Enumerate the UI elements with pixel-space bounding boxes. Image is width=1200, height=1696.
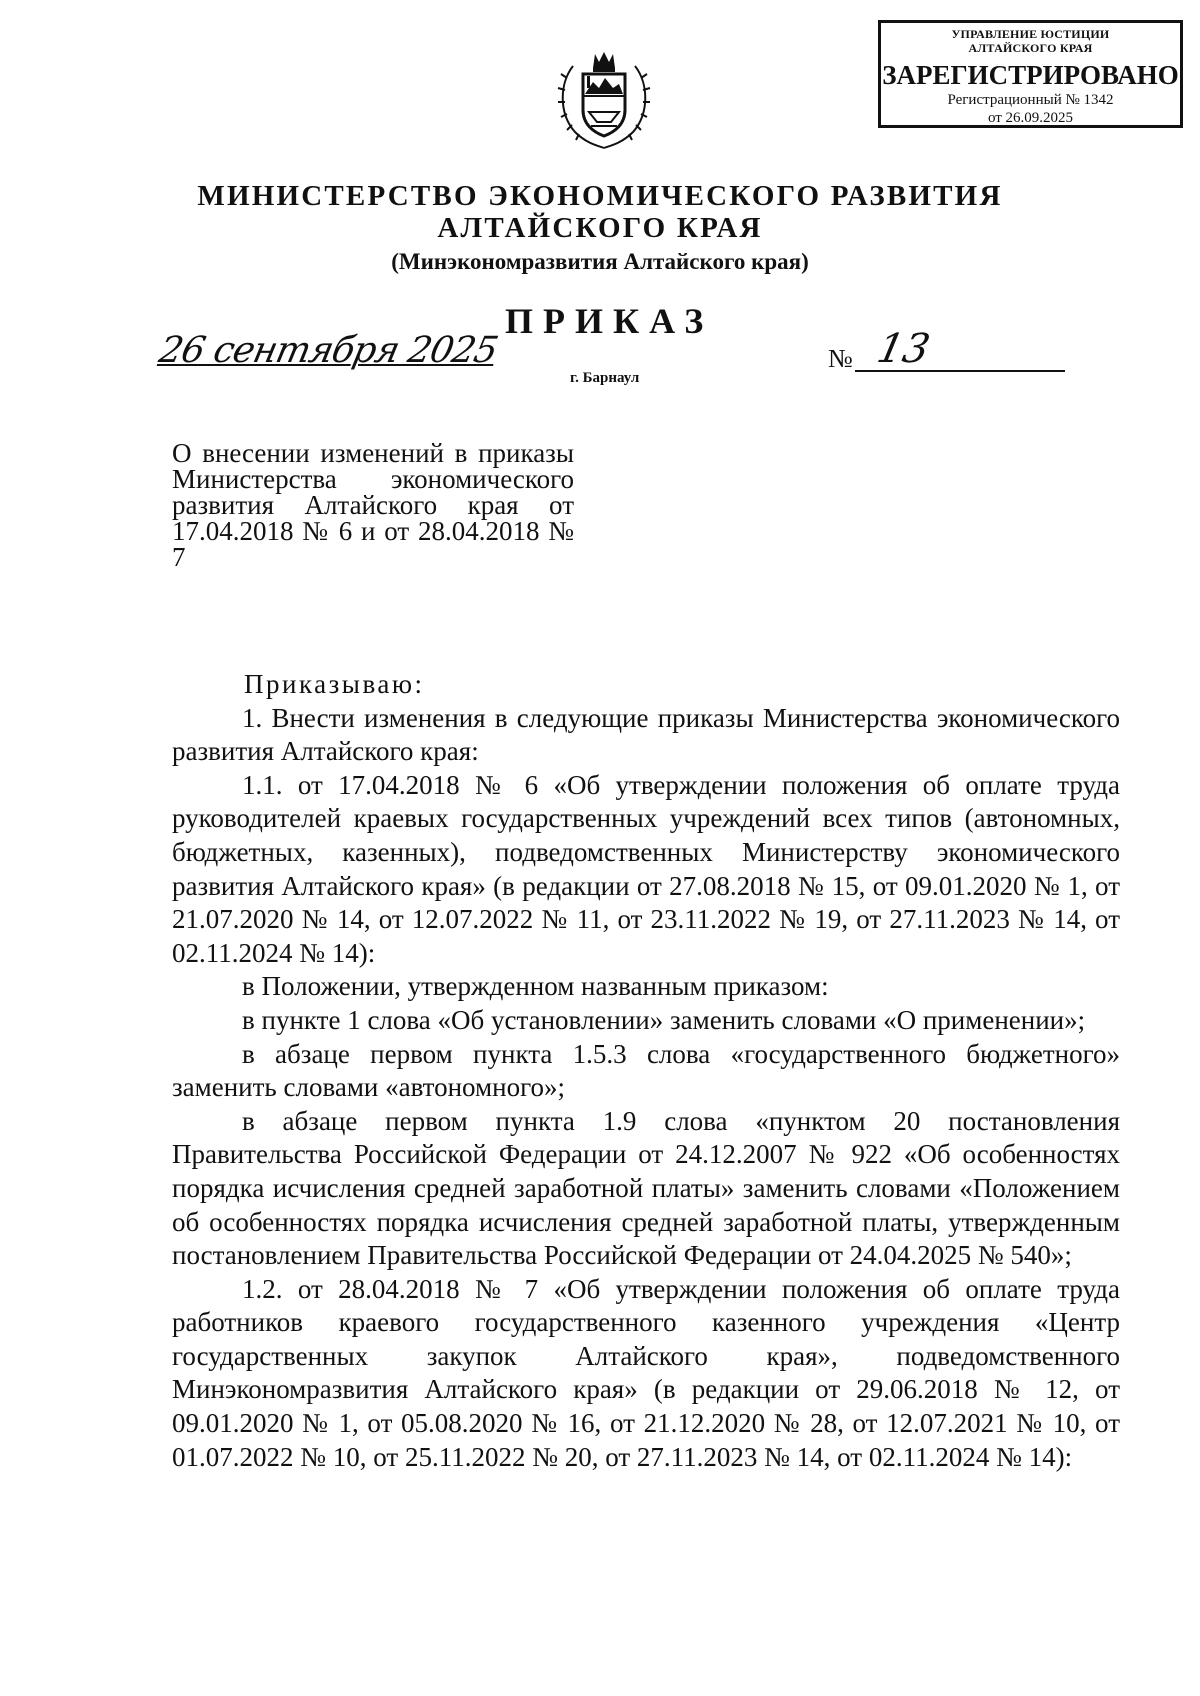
body-paragraph: 1.1. от 17.04.2018 № 6 «Об утверждении положения об оплате труда руководителей краевых государственных учреждений всех типов (автономных, бюджетных, казенных), подведомственных Министерству экономического развития Алтайского края» (в редакции от 27.08.2018 № 15, от 09.01.2020 № 1, от 21.07.2020 № 14, от 12.07.2022 № 11, от 23.11.2022 № 19, от 27.11.2023 № 14, от 02.11.2024 № 14): [172, 769, 1120, 968]
ministry-name-line2: АЛТАЙСКОГО КРАЯ [437, 212, 763, 244]
handwritten-date: 26 сентября 2025 [155, 330, 501, 371]
coat-of-arms-icon [553, 44, 655, 152]
city-label: г. Барнаул [570, 370, 640, 386]
order-number-label: № [828, 344, 853, 373]
body-paragraph: 1.2. от 28.04.2018 № 7 «Об утверждении положения об оплате труда работников краевого государственного казенного учреждения «Центр государственных закупок Алтайского края», подведомственного Минэкономразвития Алтайского края» (в редакции от 29.06.2018 № 12, от 09.01.2020 № 1, от 05.08.2020 № 16, от 21.12.2020 № 28, от 12.07.2021 № 10, от 01.07.2022 № 10, от 25.11.2022 № 20, от 27.11.2023 № 14, от 02.11.2024 № 14): [172, 1273, 1120, 1472]
stamp-authority-line2: АЛТАЙСКОГО КРАЯ [968, 41, 1093, 55]
handwritten-order-number: 13 [873, 326, 934, 372]
stamp-title: ЗАРЕГИСТРИРОВАНО [882, 60, 1179, 90]
order-directive-word: Приказываю: [244, 669, 425, 699]
ministry-name-line1: МИНИСТЕРСТВО ЭКОНОМИЧЕСКОГО РАЗВИТИЯ [197, 180, 1003, 212]
stamp-reg-number: Регистрационный № 1342 [947, 92, 1114, 108]
body-paragraph: в Положении, утвержденном названным приказом: [242, 971, 829, 1002]
ministry-short-name: (Минэкономразвития Алтайского края) [391, 249, 809, 274]
body-paragraph: в абзаце первом пункта 1.5.3 слова «государственного бюджетного» заменить словами «автономного»; [172, 1038, 1120, 1103]
registration-stamp [878, 20, 1183, 128]
order-body [172, 668, 1120, 1474]
stamp-authority-line1: УПРАВЛЕНИЕ ЮСТИЦИИ [951, 27, 1110, 41]
stamp-reg-date: от 26.09.2025 [987, 110, 1074, 126]
body-paragraph: в абзаце первом пункта 1.9 слова «пунктом 20 постановления Правительства Российской Федерации от 24.12.2007 № 922 «Об особенностях порядка исчисления средней заработной платы» заменить словами «Положением об особенностях порядка исчисления средней заработной платы, утвержденным постановлением Правительства Российской Федерации от 24.04.2025 № 540»; [172, 1105, 1120, 1271]
body-paragraph: 1. Внести изменения в следующие приказы Министерства экономического развития Алтайского края: [172, 702, 1120, 767]
order-subject: О внесении изменений в приказы Министерства экономического развития Алтайского края от 17.04.2018 № 6 и от 28.04.2018 № 7 [172, 438, 574, 572]
body-paragraph: в пункте 1 слова «Об установлении» заменить словами «О применении»; [242, 1004, 1086, 1035]
document-type-title: ПРИКАЗ [505, 301, 714, 341]
